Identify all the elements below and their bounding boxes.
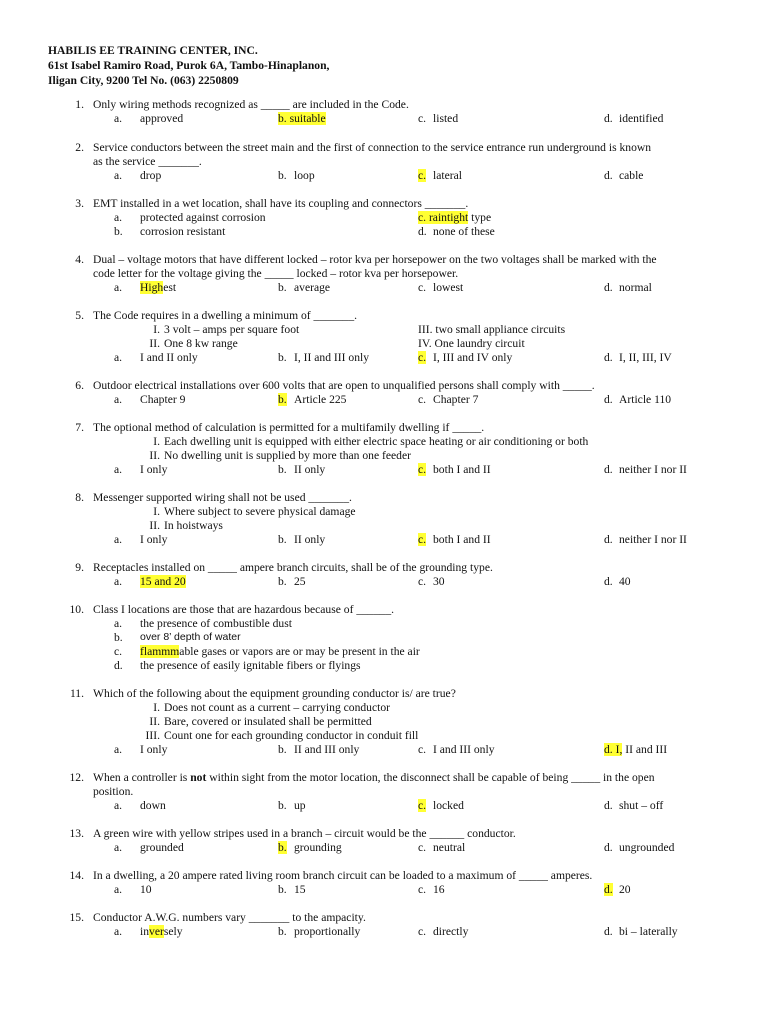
question-stem: Which of the following about the equipment grounding conductor is/ are true? — [93, 687, 456, 700]
question-stem: The optional method of calculation is permitted for a multifamily dwelling if _____. — [93, 421, 485, 434]
options-row: a. I and II only b. I, II and III only c. I, III and IV only d. I, II, III, IV — [114, 351, 672, 364]
question-stem-continued: code letter for the voltage giving the _____ locked – rotor kva per horsepower. — [93, 267, 459, 280]
question-stem-continued: position. — [93, 785, 134, 798]
options-row: a. inversely b. proportionally c. directly d. bi – laterally — [114, 925, 678, 938]
answer-highlight: c. — [418, 351, 427, 364]
option-d: d. the presence of easily ignitable fibers or flyings — [114, 659, 361, 672]
options-row: a. Highest b. average c. lowest d. normal — [114, 281, 652, 294]
question-stem: A green wire with yellow stripes used in a branch – circuit would be the ______ conductor. — [93, 827, 516, 840]
answer-highlight: b. suitable — [278, 112, 326, 125]
question-stem: The Code requires in a dwelling a minimum of _______. — [93, 309, 358, 322]
option-b: b. over 8’ depth of water — [114, 631, 241, 644]
header-address: 61st Isabel Ramiro Road, Purok 6A, Tambo-Hinaplanon, — [48, 58, 330, 72]
option-d: d. I, II and III — [604, 743, 668, 756]
question-number: 3. — [75, 197, 84, 210]
options-row: a. I only b. II only c. both I and II d. neither I nor II — [114, 463, 687, 476]
option-b: b. grounding — [278, 841, 342, 854]
option-c: c. locked — [418, 799, 464, 812]
sub-item-iv: IV. One laundry circuit — [418, 337, 525, 350]
question-stem: Receptacles installed on _____ ampere branch circuits, shall be of the grounding type. — [93, 561, 493, 574]
question-number: 10. — [69, 603, 84, 616]
question-number: 15. — [69, 911, 84, 924]
option-c: c. both I and II — [418, 463, 491, 476]
header-city-phone: Iligan City, 9200 Tel No. (063) 2250809 — [48, 73, 239, 87]
question-stem: When a controller is not within sight from the motor location, the disconnect shall be capable of being _____ in the open — [93, 771, 655, 784]
option-b: b. Article 225 — [278, 393, 347, 406]
sub-item-iii: III. two small appliance circuits — [418, 323, 566, 336]
option-c: c. both I and II — [418, 533, 491, 546]
answer-highlight: c. — [418, 799, 427, 812]
question-number: 7. — [75, 421, 84, 434]
option-d: d. 20 — [604, 883, 631, 896]
option-c: c. flammmable gases or vapors are or may be present in the air — [114, 645, 420, 658]
options-row: a. 10 b. 15 c. 16 d. 20 — [114, 883, 631, 896]
question-stem: Dual – voltage motors that have different locked – rotor kva per horsepower on the two voltages shall be marked with the — [93, 253, 657, 266]
options-row: b. corrosion resistant d. none of these — [114, 225, 495, 238]
question-number: 6. — [75, 379, 84, 392]
answer-highlight: c. — [418, 169, 427, 182]
option-c: c. I, III and IV only — [418, 351, 513, 364]
answer-highlight: c. — [418, 533, 427, 546]
question-number: 1. — [75, 98, 84, 111]
options-row: a. I only b. II only c. both I and II d. neither I nor II — [114, 533, 687, 546]
question-number: 5. — [75, 309, 84, 322]
option-b — [278, 112, 326, 126]
question-number: 12. — [69, 771, 84, 784]
question-number: 2. — [75, 141, 84, 154]
options-row: a. 15 and 20 b. 25 c. 30 d. 40 — [114, 575, 631, 588]
options-row: a. Chapter 9 b. Article 225 c. Chapter 7 d. Article 110 — [114, 393, 672, 406]
question-number: 11. — [69, 687, 84, 700]
options-row: a. I only b. II and III only c. I and III only d. I, II and III — [114, 743, 668, 756]
answer-highlight: flammm — [140, 645, 180, 658]
question-number: 13. — [69, 827, 84, 840]
options-row: a. protected against corrosion c. raintight type — [114, 211, 492, 224]
question-stem: In a dwelling, a 20 ampere rated living room branch circuit can be loaded to a maximum of _____ amperes. — [93, 869, 593, 882]
question-stem: Only wiring methods recognized as _____ are included in the Code. — [93, 98, 409, 111]
question-number: 8. — [75, 491, 84, 504]
question-stem: EMT installed in a wet location, shall have its coupling and connectors _______. — [93, 197, 469, 210]
options-row: a. approved b. suitable c. listed d. identified — [114, 112, 664, 125]
question-number: 9. — [75, 561, 84, 574]
option-a: a. the presence of combustible dust — [114, 617, 292, 630]
question-stem: Service conductors between the street main and the first of connection to the service entrance run underground is known — [93, 141, 652, 154]
answer-highlight: ver — [149, 925, 164, 938]
option-c: c. raintight type — [418, 211, 492, 224]
answer-highlight: 15 and 20 — [140, 575, 186, 588]
options-row: a. grounded b. grounding c. neutral d. ungrounded — [114, 841, 675, 854]
question-stem: Outdoor electrical installations over 600 volts that are open to unqualified persons shall comply with _____. — [93, 379, 595, 392]
header-company: HABILIS EE TRAINING CENTER, INC. — [48, 44, 258, 57]
document-header — [48, 44, 329, 88]
answer-highlight: d. I, — [604, 743, 623, 756]
options-row: a. down b. up c. locked d. shut – off — [114, 799, 664, 812]
option-c: c. lateral — [418, 169, 462, 182]
question-stem: Messenger supported wiring shall not be used _______. — [93, 491, 352, 504]
question-number: 14. — [69, 869, 84, 882]
options-row: a. drop b. loop c. lateral d. cable — [114, 169, 644, 182]
question-stem: Class I locations are those that are hazardous because of ______. — [93, 603, 395, 616]
question-stem: Conductor A.W.G. numbers vary _______ to the ampacity. — [93, 911, 366, 924]
answer-highlight: b. — [278, 841, 287, 854]
answer-highlight: c. — [418, 463, 427, 476]
answer-highlight: High — [140, 281, 164, 294]
answer-highlight: d. — [604, 883, 613, 896]
answer-highlight: c. raintight — [418, 211, 469, 224]
answer-highlight: b. — [278, 393, 287, 406]
question-number: 4. — [75, 253, 84, 266]
question-stem-continued: as the service _______. — [93, 155, 202, 168]
emphasis-not: not — [190, 771, 207, 784]
